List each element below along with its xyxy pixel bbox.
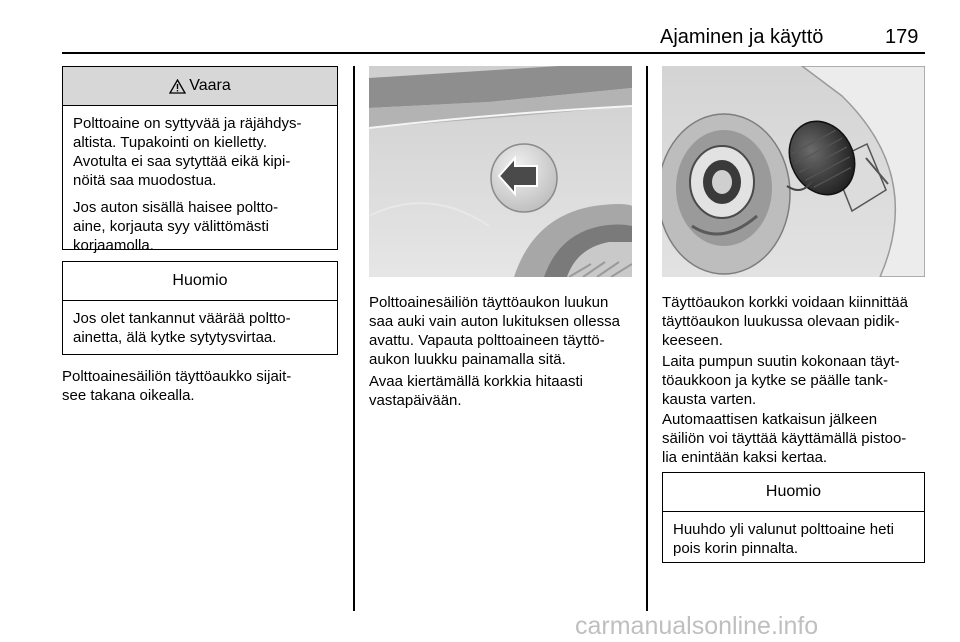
note-paragraph: Jos olet tankannut väärää poltto- ainetta, älä kytke sytytysvirtaa. bbox=[73, 310, 291, 346]
warning-box bbox=[62, 66, 338, 254]
note-box bbox=[62, 261, 338, 355]
note-body bbox=[63, 301, 337, 354]
running-header-title: Ajaminen ja käyttö bbox=[660, 26, 824, 48]
column-divider bbox=[353, 66, 355, 611]
watermark: carmanualsonline.info bbox=[575, 612, 819, 640]
body-paragraph: Polttoainesäiliön täyttöaukon luukun saa auki vain auton lukituksen ollessa avattu. Vapauta polttoaineen täyttö- aukon luukku painamalla sitä. bbox=[369, 294, 620, 368]
note-box-header bbox=[63, 262, 337, 301]
warning-body bbox=[63, 106, 337, 262]
warning-paragraph: Jos auton sisällä haisee poltto- aine, korjauta syy välittömästi korjaamolla. bbox=[73, 199, 279, 254]
fuel-door-illustration-svg bbox=[369, 66, 632, 277]
body-paragraph: Automaattisen katkaisun jälkeen säiliön voi täyttää käyttämällä pistoo- lia enintään kaksi kertaa. bbox=[662, 411, 907, 466]
warning-box-header bbox=[63, 67, 337, 106]
body-paragraph: Polttoainesäiliön täyttöaukko sijait- see takana oikealla. bbox=[62, 368, 292, 404]
fuel-cap-illustration-svg bbox=[662, 66, 925, 277]
body-paragraph: Täyttöaukon korkki voidaan kiinnittää täyttöaukon luukussa olevaan pidik- keeseen. bbox=[662, 294, 908, 349]
note-paragraph: Huuhdo yli valunut polttoaine heti pois korin pinnalta. bbox=[673, 521, 894, 557]
fuel-cap-open-illustration bbox=[662, 66, 925, 277]
note-body bbox=[663, 512, 924, 565]
page-number: 179 bbox=[885, 26, 919, 48]
header-rule bbox=[62, 52, 925, 54]
warning-title: Vaara bbox=[189, 77, 231, 94]
warning-triangle-icon bbox=[169, 79, 186, 94]
note-title: Huomio bbox=[765, 483, 822, 500]
column-divider bbox=[646, 66, 648, 611]
body-paragraph: Laita pumpun suutin kokonaan täyt- töaukkoon ja kytke se päälle tank- kausta varten. bbox=[662, 353, 900, 408]
note-box bbox=[662, 472, 925, 563]
note-title: Huomio bbox=[172, 272, 228, 289]
body-paragraph: Avaa kiertämällä korkkia hitaasti vastapäivään. bbox=[369, 373, 583, 409]
fuel-door-closed-illustration bbox=[369, 66, 632, 277]
warning-paragraph: Polttoaine on syttyvää ja räjähdys- altista. Tupakointi on kielletty. Avotulta ei saa sytyttää eikä kipi- nöitä saa muodostua. bbox=[73, 115, 302, 189]
note-box-header bbox=[663, 473, 924, 512]
